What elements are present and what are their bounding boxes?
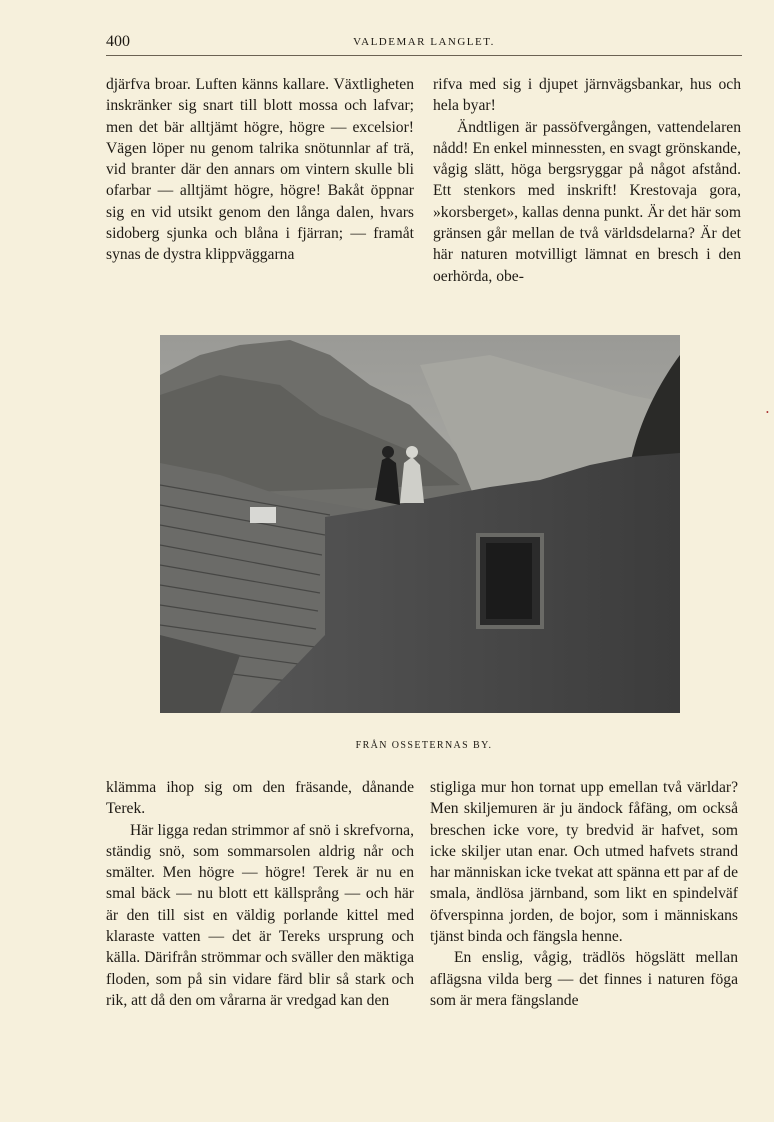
text-column-bottom-right xyxy=(430,777,738,1011)
photo-caption: FRÅN OSSETERNAS BY. xyxy=(355,740,493,751)
page-number: 400 xyxy=(106,33,130,50)
window-pane xyxy=(486,543,532,619)
running-head: VALDEMAR LANGLET. xyxy=(353,36,495,48)
margin-mark: • xyxy=(766,408,769,417)
photograph xyxy=(160,335,680,713)
page-header xyxy=(106,33,742,56)
paragraph: stigliga mur hon tornat upp emellan två världar? Men skiljemuren är ju ändock fåfäng, om också breschen icke vore, ty bredvid är hafvet, som icke skiljer utan enar. Och utmed hafvets strand har människan icke tvekat att spänna ett par af de smala, ändlösa järnband, som likt en spindelväf öfverspinna jorden, de bojor, som i människans tjänst binda och fängsla henne. xyxy=(430,779,738,946)
paragraph: rifva med sig i djupet järnvägsbankar, hus och hela byar! xyxy=(433,76,741,115)
text-column-top-right xyxy=(433,74,741,287)
paragraph: Här ligga redan strimmor af snö i skrefvorna, ständig snö, som sommarsolen aldrig når och smälter. Men högre — högre! Terek är nu en smal bäck — nu blott ett källsprång — och här är den till sist en väldig porlande kittel med klaraste vatten — det är Tereks ursprung och källa. Därifrån strömmar och sväller den mäktiga floden, som på sin vidare färd blir så stark och rik, att då den om vårarna är vredgad kan den xyxy=(106,821,414,1009)
text-column-bottom-left xyxy=(106,777,414,1011)
wall-opening xyxy=(250,507,276,523)
text-column-top-left xyxy=(106,74,414,266)
paragraph: klämma ihop sig om den fräsande, dånande Terek. xyxy=(106,779,414,818)
paragraph: Ändtligen är passöfvergången, vattendelaren nådd! En enkel minnessten, en svagt grönskande, vågig slätt, höga bergsryggar på något afstånd. Ett stenkors med inskrift! Krestovaja gora, »korsberget», kallas denna punkt. Är det här som gränsen går mellan de två världsdelarna? Är det här naturen motvilligt lämnat en bresch i den oerhörda, obe- xyxy=(433,118,741,285)
paragraph: djärfva broar. Luften känns kallare. Växtligheten inskränker sig snart till blott mossa och lafvar; men det bär alltjämt högre, högre — excelsior! Vägen löper nu genom talrika snötunnlar af trä, vid branter där den annars om vintern skulle bli ofarbar — alltjämt högre, högre! Bakåt öppnar sig en vid utsikt genom den långa dalen, hvars sidoberg sjunka och blåna i fjärran; — framåt synas de dystra klippväggarna xyxy=(106,76,414,264)
paragraph: En enslig, vågig, trädlös högslätt mellan aflägsna vilda berg — det finnes i naturen föga som är mera fängslande xyxy=(430,949,738,1009)
